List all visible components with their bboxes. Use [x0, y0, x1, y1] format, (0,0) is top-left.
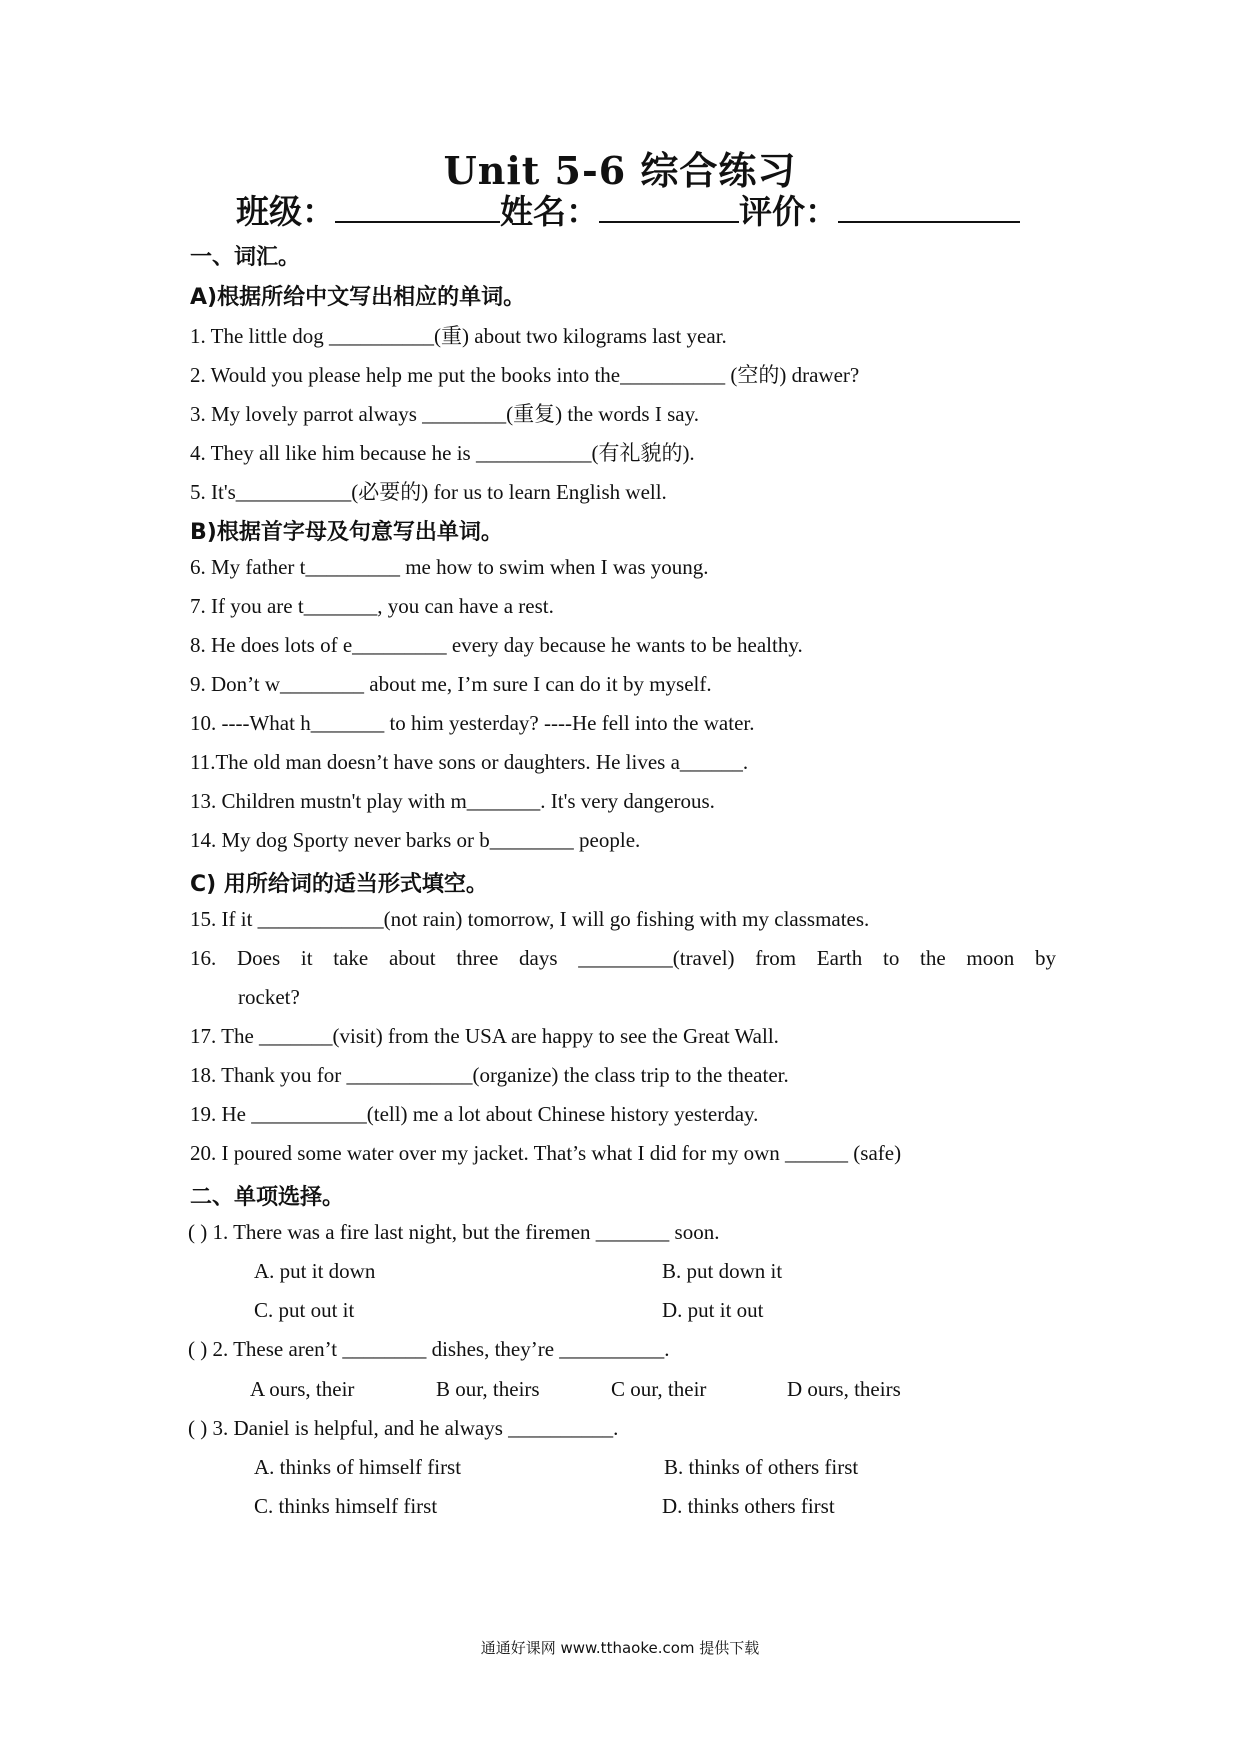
question-item: 15. If it ____________(not rain) tomorrow, I will go fishing with my classmates.: [190, 907, 870, 931]
choice-option: C. put out it: [254, 1298, 355, 1322]
question-item: 20. I poured some water over my jacket. That’s what I did for my own ______ (safe): [190, 1141, 902, 1165]
section-vocabulary-heading: 一、词汇。: [190, 245, 301, 270]
question-item: 11.The old man doesn’t have sons or daughters. He lives a______.: [190, 750, 749, 774]
choice-option: A ours, their: [250, 1377, 355, 1401]
question-item: 9. Don’t w________ about me, I’m sure I can do it by myself.: [190, 672, 712, 696]
question-item: 17. The _______(visit) from the USA are happy to see the Great Wall.: [190, 1024, 779, 1048]
choice-option: D. thinks others first: [662, 1494, 835, 1518]
question-item-16-line2: rocket?: [238, 985, 300, 1009]
choice-option: C. thinks himself first: [254, 1494, 438, 1518]
section-choice-heading: 二、单项选择。: [190, 1185, 345, 1210]
choice-option: B our, theirs: [436, 1377, 540, 1401]
choice-question-stem: ( ) 3. Daniel is helpful, and he always __________.: [188, 1416, 619, 1440]
choice-question-stem: ( ) 1. There was a fire last night, but the firemen _______ soon.: [188, 1220, 720, 1244]
student-info-line: [236, 186, 1020, 233]
page-footer: 通通好课网 www.tthaoke.com 提供下载: [480, 1639, 760, 1657]
question-item: 4. They all like him because he is ___________(有礼貌的).: [190, 441, 695, 465]
question-item-16-line1: 16. Does it take about three days _________(travel) from Earth to the moon by: [190, 946, 1056, 970]
eval-blank[interactable]: [838, 193, 1020, 223]
question-item: 2. Would you please help me put the books into the__________ (空的) drawer?: [190, 363, 860, 387]
question-item: 19. He ___________(tell) me a lot about Chinese history yesterday.: [190, 1102, 759, 1126]
choice-option: A. put it down: [254, 1259, 376, 1283]
choice-option: D. put it out: [662, 1298, 764, 1322]
question-item: 13. Children mustn't play with m_______. It's very dangerous.: [190, 789, 715, 813]
question-item: 3. My lovely parrot always ________(重复) the words I say.: [190, 402, 699, 426]
choice-option: C our, their: [611, 1377, 707, 1401]
part-c-heading: C) 用所给词的适当形式填空。: [190, 872, 488, 897]
class-label: 班级：: [236, 192, 335, 231]
choice-option: A. thinks of himself first: [254, 1455, 462, 1479]
part-b-heading: B)根据首字母及句意写出单词。: [190, 520, 503, 545]
question-item: 5. It's___________(必要的) for us to learn English well.: [190, 480, 667, 504]
question-item: 1. The little dog __________(重) about two kilograms last year.: [190, 324, 727, 348]
page-title: Unit 5-6 综合练习: [443, 148, 797, 193]
choice-option: B. put down it: [662, 1259, 783, 1283]
part-a-heading: A)根据所给中文写出相应的单词。: [190, 285, 526, 310]
eval-label: 评价：: [739, 192, 838, 231]
question-item: 7. If you are t_______, you can have a rest.: [190, 594, 554, 618]
name-blank[interactable]: [599, 193, 739, 223]
choice-option: D ours, theirs: [787, 1377, 901, 1401]
question-item: 6. My father t_________ me how to swim when I was young.: [190, 555, 709, 579]
question-item: 10. ----What h_______ to him yesterday? ----He fell into the water.: [190, 711, 755, 735]
question-item: 18. Thank you for ____________(organize) the class trip to the theater.: [190, 1063, 789, 1087]
question-item: 14. My dog Sporty never barks or b________ people.: [190, 828, 641, 852]
choice-question-stem: ( ) 2. These aren’t ________ dishes, they’re __________.: [188, 1337, 670, 1361]
class-blank[interactable]: [335, 193, 500, 223]
question-item: 8. He does lots of e_________ every day because he wants to be healthy.: [190, 633, 803, 657]
choice-option: B. thinks of others first: [664, 1455, 859, 1479]
name-label: 姓名：: [500, 192, 599, 231]
